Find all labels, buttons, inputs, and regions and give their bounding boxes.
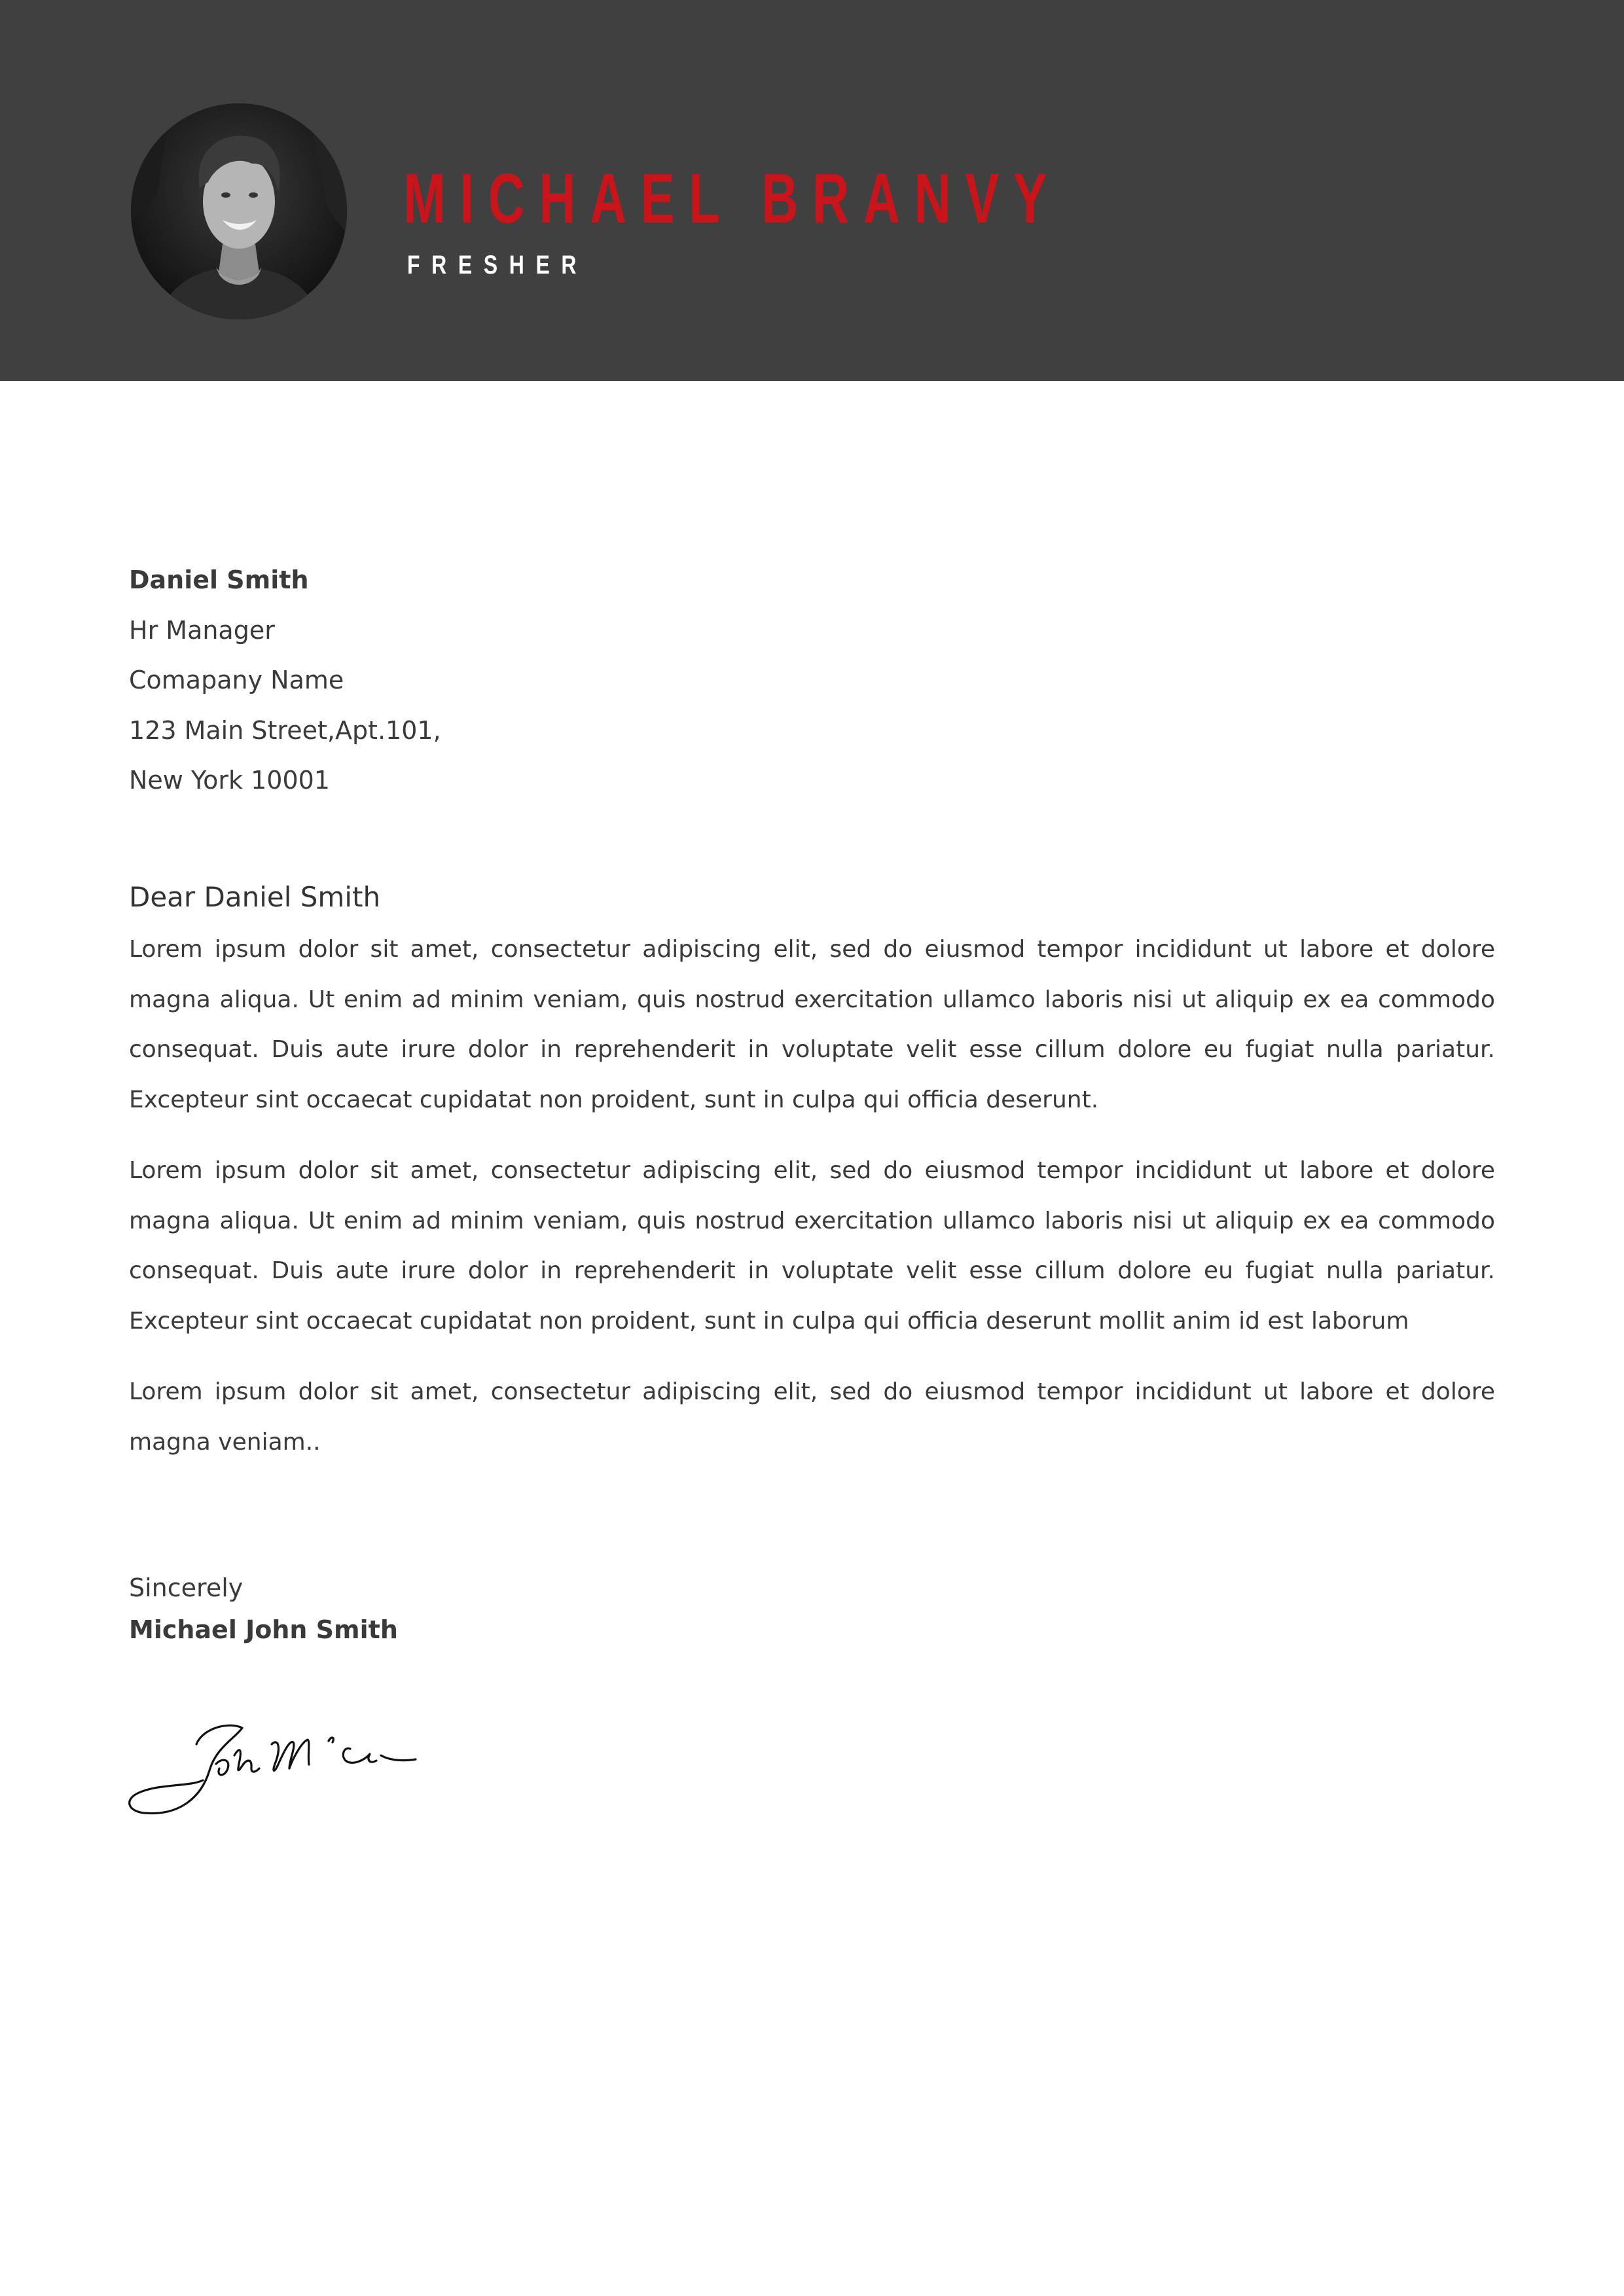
profile-photo-icon [131, 103, 347, 319]
candidate-role: FRESHER [407, 251, 588, 279]
sender-name: Michael John Smith [129, 1615, 398, 1644]
letter-body [129, 925, 1495, 1488]
salutation: Dear Daniel Smith [129, 881, 381, 913]
body-paragraph: Lorem ipsum dolor sit amet, consectetur adipiscing elit, sed do eiusmod tempor incididunt ut labore et dolore magna aliqua. Ut enim ad minim veniam, quis nostrud exercitation ullamco laboris nisi ut aliquip ex ea commodo consequat. Duis aute irure dolor in reprehenderit in voluptate velit esse cillum dolore eu fugiat nulla pariatur. Excepteur sint occaecat cupidatat non proident, sunt in culpa qui officia deserunt mollit anim id est laborum [129, 1157, 1495, 1335]
header-banner [0, 0, 1624, 381]
avatar [131, 103, 347, 319]
signature-icon [118, 1708, 458, 1820]
closing-block [129, 1567, 398, 1651]
recipient-address-line2: New York 10001 [129, 766, 330, 795]
body-paragraph: Lorem ipsum dolor sit amet, consectetur adipiscing elit, sed do eiusmod tempor incididunt ut labore et dolore magna veniam.. [129, 1378, 1495, 1456]
recipient-block [129, 555, 441, 806]
closing-word: Sincerely [129, 1573, 244, 1602]
recipient-title: Hr Manager [129, 615, 275, 645]
recipient-address-line1: 123 Main Street,Apt.101, [129, 715, 441, 745]
body-paragraph: Lorem ipsum dolor sit amet, consectetur adipiscing elit, sed do eiusmod tempor incididunt ut labore et dolore magna aliqua. Ut enim ad minim veniam, quis nostrud exercitation ullamco laboris nisi ut aliquip ex ea commodo consequat. Duis aute irure dolor in reprehenderit in voluptate velit esse cillum dolore eu fugiat nulla pariatur. Excepteur sint occaecat cupidatat non proident, sunt in culpa qui officia deserunt. [129, 936, 1495, 1113]
candidate-name: MICHAEL BRANVY [403, 158, 1062, 238]
recipient-company: Comapany Name [129, 666, 344, 694]
recipient-name: Daniel Smith [129, 565, 309, 594]
